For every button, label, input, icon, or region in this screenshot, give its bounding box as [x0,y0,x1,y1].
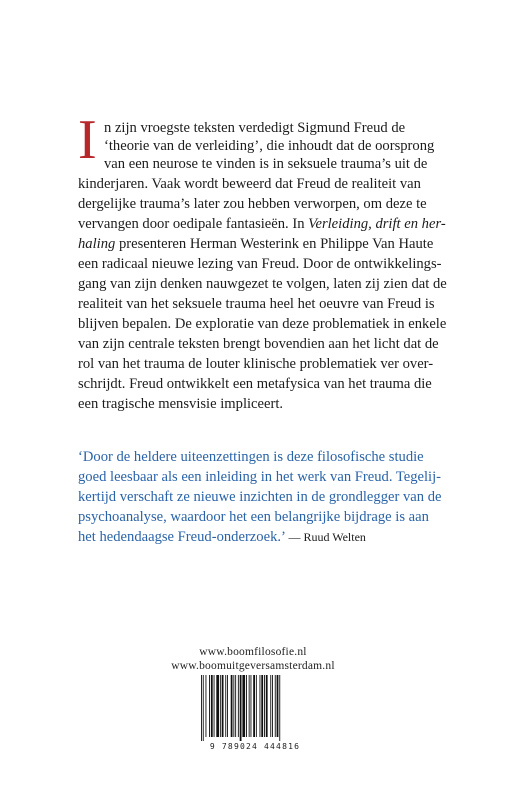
barcode-bar [270,675,271,737]
barcode-bar [201,675,202,741]
blurb-line: van zijn centrale teksten brengt bovendien aan het licht dat de [78,336,439,352]
barcode-bar [225,675,226,737]
barcode-bar [216,675,219,737]
book-title-cont: haling [78,236,116,252]
quote-author: — Ruud Welten [288,530,366,544]
blurb-line: n zijn vroegste teksten verdedigt Sigmund Freud de [104,120,406,136]
quote-line: psychoanalyse, waardoor het een belangrijke bijdrage is aan [78,509,429,525]
url-link[interactable]: www.boomuitgeversamsterdam.nl [171,660,335,672]
quote-line-text: het hedendaagse Freud-onderzoek.’ [78,529,285,545]
barcode-bar [235,675,236,737]
blurb-line: kinderjaren. Vaak wordt beweerd dat Freud de realiteit van [78,176,421,192]
barcode-bar [222,675,224,737]
barcode-bar [249,675,250,737]
blurb-line: ‘theorie van de verleiding’, die inhoudt dat de oorsprong [104,138,435,154]
barcode-bar [209,675,210,737]
barcode-bar [238,675,239,737]
blurb-line [78,235,433,253]
barcode-bar [211,675,213,737]
barcode-bar [251,675,252,737]
barcode-bar [277,675,279,737]
blurb-line [78,215,446,233]
barcode-bar [214,675,215,737]
barcode-bar [264,675,265,737]
isbn-barcode [195,675,315,751]
blurb-line: dergelijke trauma’s later zou hebben verworpen, om deze te [78,196,427,212]
blurb-line: rol van het trauma de louter klinische problematiek ver over- [78,356,434,372]
blurb-line: schrijdt. Freud ontwikkelt een metafysica van het trauma die [78,376,432,392]
barcode-bar [272,675,273,737]
book-title: Verleiding, drift en her- [308,216,446,232]
quote-line: ‘Door de heldere uiteenzettingen is deze filosofische studie [78,449,424,465]
barcode-bar [206,675,207,737]
barcode-bar [233,675,234,737]
quote-line: kertijd verschaft ze nieuwe inzichten in de grondlegger van de [78,489,442,505]
drop-cap: I [78,109,97,171]
barcode-bar [266,675,268,737]
blurb-line-text: presenteren Herman Westerink en Philippe Van Haute [115,236,434,252]
barcode-bar [220,675,221,737]
isbn-number: 9 789024 444816 [209,742,301,751]
quote-line: goed leesbaar als een inleiding in het werk van Freud. Tegelij- [78,469,442,485]
barcode-bar [246,675,247,737]
barcode-bar [275,675,276,737]
url-link[interactable]: www.boomfilosofie.nl [199,646,307,658]
publisher-urls [0,645,506,673]
blurb-line: een radicaal nieuwe lezing van Freud. Door de ontwikkelings- [78,256,442,272]
quote-line [78,528,366,546]
blurb-line-text: vervangen door oedipale fantasieën. In [78,216,305,232]
barcode-bar [240,675,242,741]
barcode-bar [242,675,245,737]
barcode-bars [195,675,315,741]
blurb-line: een tragische mensvisie impliceert. [78,396,284,412]
barcode-bar [260,675,261,737]
barcode-bar [279,675,280,741]
barcode-bar [227,675,228,737]
barcode-bar [253,675,255,737]
blurb-line: blijven bepalen. De exploratie van deze problematiek in enkele [78,316,447,332]
barcode-bar [256,675,257,737]
barcode-bar [261,675,263,737]
blurb-line: realiteit van het seksuele trauma heel het oeuvre van Freud is [78,296,435,312]
barcode-bar [231,675,233,737]
blurb-line: van een neurose te vinden is in seksuele trauma’s uit de [104,156,428,172]
barcode-bar [203,675,204,741]
blurb-line: gang van zijn denken nauwgezet te volgen, laten zij zien dat de [78,276,447,292]
